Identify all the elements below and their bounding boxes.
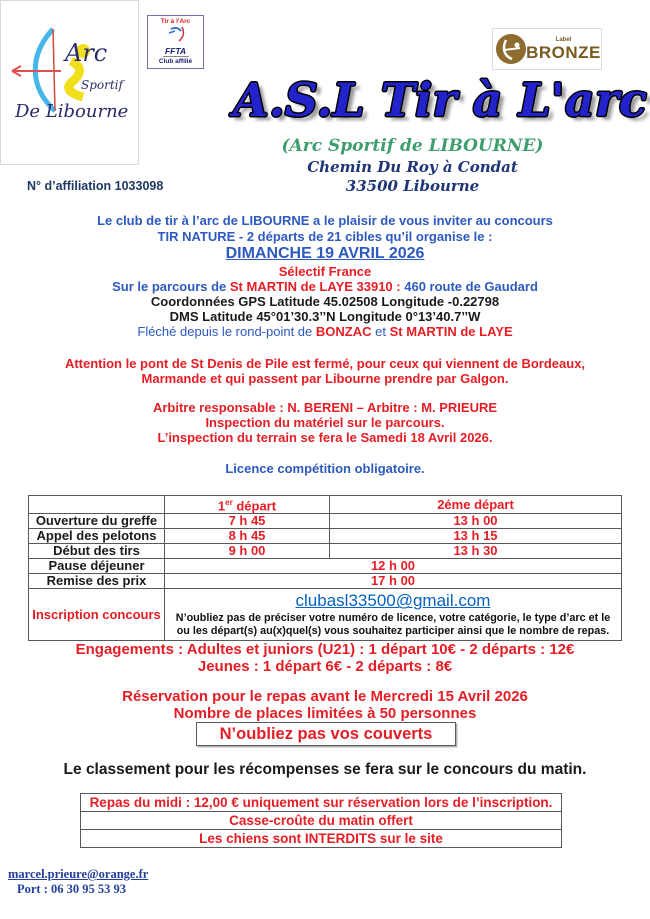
ffta-badge-divider [163,56,189,57]
meal-line-2: Nombre de places limitées à 50 personnes [173,705,477,722]
inspection-line-2: L’inspection du terrain se fera le Samedi 18 Avril 2026. [157,430,493,445]
cutlery-reminder-box: N’oubliez pas vos couverts [196,722,456,746]
row-dep2-time: 13 h 00 [330,514,622,529]
table-row [29,529,622,544]
row-dep1-time: 9 h 00 [165,544,330,559]
asl-logo-box [0,0,139,165]
address-line-1: Chemin Du Roy à Condat [307,158,518,176]
schedule-table [28,495,622,641]
ffta-badge-acronym: FFTA [164,46,187,56]
ffta-badge [147,15,204,69]
row-dep2-time: 13 h 15 [330,529,622,544]
ffta-badge-bottom-label: Club affilié [158,58,193,65]
row-label: Ouverture du greffe [29,514,165,529]
table-row-inscription [29,589,622,641]
row-label: Remise des prix [29,574,165,589]
depart1-rest: départ [232,498,277,514]
selectif-label: Sélectif France [278,264,372,279]
affiliation-number: N° d’affiliation 1033098 [27,179,164,193]
fleche-place-1: BONZAC [315,324,372,339]
contact-phone: Port : 06 30 95 53 93 [17,882,127,896]
fees-line-2: Jeunes : 1 départ 6€ - 2 départs : 8€ [197,658,453,675]
depart1-sup: er [225,498,233,507]
pause-time: 12 h 00 [165,559,622,574]
event-date: DIMANCHE 19 AVRIL 2026 [225,245,425,262]
depart1-num: 1 [217,498,226,514]
address-line-2: 33500 Libourne [345,177,480,195]
page-title: A.S.L Tir à L'arc [233,73,647,127]
info-row-snack: Casse-croûte du matin offert [81,812,562,830]
inspection-line-1: Inspection du matériel sur le parcours. [205,415,445,430]
club-email-link[interactable]: clubasl33500@gmail.com [295,591,491,611]
classement-line: Le classement pour les récompenses se fera sur le concours du matin. [63,761,587,778]
info-row [81,794,562,812]
table-header-row [29,496,622,514]
table-row-pause [29,559,622,574]
fleche-line [0,324,650,339]
svg-text:Arc: Arc [65,39,108,67]
attention-line-2: Marmande et qui passent par Libourne prendre par Galgon. [141,371,509,386]
table-row-remise [29,574,622,589]
row-dep2-time: 13 h 30 [330,544,622,559]
page-subtitle: (Arc Sportif de LIBOURNE) [281,136,544,156]
info-row [81,830,562,848]
intro-line-2: TIR NATURE - 2 départs de 21 cibles qu’il organise le : [157,229,493,244]
svg-text:Sportif: Sportif [81,78,123,92]
row-label: Début des tirs [29,544,165,559]
arbitre-line: Arbitre responsable : N. BERENI – Arbitre : M. PRIEURE [152,400,498,415]
header-empty-cell [29,496,165,514]
inscription-note: N’oubliez pas de préciser votre numéro de licence, votre catégorie, le type d’arc et le ou les départ(s) au(x)quel(s) vous souhaitez participer ainsi que le nombre de repas. [175,612,611,637]
bronze-badge-label: Label [555,36,572,43]
licence-line: Licence compétition obligatoire. [225,461,425,476]
fees-line-1: Engagements : Adultes et juniors (U21) : 1 départ 10€ - 2 départs : 12€ [75,641,575,658]
info-row-dogs: Les chiens sont INTERDITS sur le site [81,830,562,848]
header-depart-2: 2éme départ [330,496,622,514]
row-dep1-time: 8 h 45 [165,529,330,544]
ffta-badge-top-label: Tir à l'Arc [160,18,191,25]
header-depart-1 [165,496,330,514]
bronze-label-badge [492,28,602,70]
attention-line-1: Attention le pont de St Denis de Pile est fermé, pour ceux qui viennent de Bordeaux, [64,356,586,371]
info-box [80,793,562,848]
inscription-cell [165,589,622,641]
row-label: Appel des pelotons [29,529,165,544]
bronze-archer-icon [496,34,526,64]
fleche-prefix: Fléché depuis le rond-point de [137,324,316,339]
row-dep1-time: 7 h 45 [165,514,330,529]
asl-club-logo-icon [9,25,129,130]
intro-line-1: Le club de tir à l’arc de LIBOURNE a le plaisir de vous inviter au concours [97,213,553,228]
remise-time: 17 h 00 [165,574,622,589]
table-row [29,544,622,559]
bronze-badge-name: BRONZE [526,42,601,62]
info-row-meal: Repas du midi : 12,00 € uniquement sur réservation lors de l’inscription. [81,794,562,812]
ffta-archer-icon [165,26,187,42]
parcours-prefix: Sur le parcours de [112,279,230,294]
table-row [29,514,622,529]
info-row [81,812,562,830]
parcours-route: 460 route de Gaudard [404,279,538,294]
fleche-place-2: St MARTIN de LAYE [389,324,513,339]
parcours-line [0,279,650,294]
contact-email-link[interactable]: marcel.prieure@orange.fr [8,867,149,881]
parcours-place: St MARTIN de LAYE 33910 : [229,279,405,294]
inscription-label: Inscription concours [29,589,165,641]
svg-text:De Libourne: De Libourne [15,101,129,122]
dms-coordinates: DMS Latitude 45°01’30.3’’N Longitude 0°13’40.7’’W [169,309,481,324]
fleche-and: et [371,324,390,339]
row-label: Pause déjeuner [29,559,165,574]
gps-coordinates: Coordonnées GPS Latitude 45.02508 Longitude -0.22798 [150,294,500,309]
meal-line-1: Réservation pour le repas avant le Mercredi 15 Avril 2026 [122,688,528,705]
